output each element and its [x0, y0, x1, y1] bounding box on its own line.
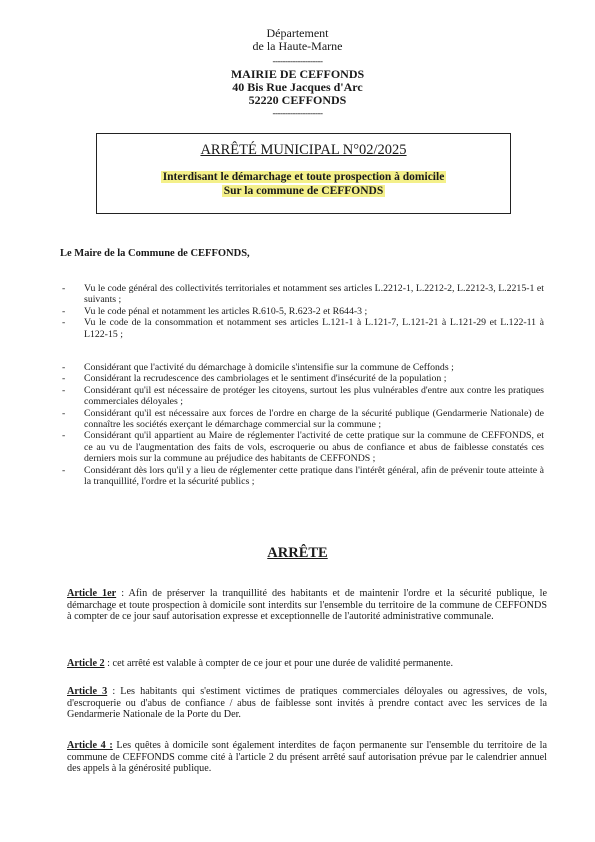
article-2-text: : cet arrêté est valable à compter de ce jour et pour une durée de validité permanente.	[104, 658, 454, 669]
subtitle-line-2-text: Sur la commune de CEFFONDS	[223, 185, 384, 197]
article-2-label: Article 2	[67, 658, 105, 669]
considerant-item-text: Considérant la recrudescence des cambriolages et le sentiment d'insécurité de la population ;	[84, 373, 447, 385]
article-1-text: : Afin de préserver la tranquillité des habitants et de maintenir l'ordre et la sécurité publique, le démarchage et toute prospection à domicile sont interdits sur l'ensemble du territoire de la commune de CEFFONDS à compter de ce jour sauf autorisation expresse et exceptionnelle de l'autorité administrative communale.	[67, 588, 547, 623]
considerant-item	[62, 430, 544, 464]
arrete-heading: ARRÊTE	[267, 545, 328, 561]
bullet-dash: -	[62, 384, 66, 396]
article-4-label: Article 4 :	[67, 740, 113, 751]
considerant-item-text: Considérant qu'il est nécessaire de protéger les citoyens, surtout les plus vulnérables d'entre aux contre les pratiques commerciales déloyales ;	[84, 384, 544, 408]
subtitle-line-2	[97, 185, 510, 198]
vu-list	[62, 283, 544, 340]
title-box	[96, 133, 511, 214]
considerant-item	[62, 362, 544, 373]
considerant-item-text: Considérant dès lors qu'il y a lieu de réglementer cette pratique dans l'intérêt général, afin de prévenir toute atteinte à la tranquillité, l'ordre et la sécurité publics ;	[84, 464, 544, 488]
bullet-dash: -	[62, 283, 66, 294]
department-line2: de la Haute-Marne	[252, 39, 343, 53]
vu-item	[62, 306, 544, 317]
vu-item-text: Vu le code de la consommation et notamment ses articles L.121-1 à L.121-7, L.121-21 à L.121-29 et L.122-11 à L122-15 ;	[84, 317, 544, 340]
vu-item	[62, 283, 544, 306]
bullet-dash: -	[62, 407, 66, 419]
considerant-item	[62, 385, 544, 408]
article-3-label: Article 3	[67, 686, 108, 697]
article-2	[67, 658, 547, 670]
considerant-list	[62, 362, 544, 487]
bullet-dash: -	[62, 317, 66, 329]
bullet-dash: -	[62, 430, 66, 442]
bullet-dash: -	[62, 305, 66, 317]
department-line1: Département	[266, 26, 329, 40]
considerant-item	[62, 408, 544, 431]
subtitle-line-1-text: Interdisant le démarchage et toute prospection à domicile	[162, 171, 445, 183]
vu-item-text: Vu le code pénal et notamment les articles R.610-5, R.623-2 et R644-3 ;	[84, 305, 368, 317]
mairie-postcode-city: 52220 CEFFONDS	[248, 93, 347, 107]
article-3-text: : Les habitants qui s'estiment victimes de pratiques commerciales déloyales ou agressives, de vols, d'escroquerie ou d'abus de confiance / abus de faiblesse sont invités à prendre contact avec les services de la Gendarmerie Nationale de la Porte du Der.	[67, 686, 547, 721]
bullet-dash: -	[62, 464, 66, 476]
subtitle-line-1	[97, 171, 510, 184]
considerant-item-text: Considérant qu'il appartient au Maire de réglementer l'activité de cette pratique sur la commune de CEFFONDS, et ce au vu de l'augmentation des faits de vols, escroquerie ou abus de confiance et abus de faiblesse constatés ces derniers mois sur la commune au préjudice des habitants de CEFFONDS ;	[84, 430, 544, 465]
article-3	[67, 686, 547, 721]
intro-line: Le Maire de la Commune de CEFFONDS,	[60, 248, 250, 259]
mairie-address: 40 Bis Rue Jacques d'Arc	[232, 80, 363, 94]
article-4	[67, 740, 547, 775]
vu-item-text: Vu le code général des collectivités territoriales et notamment ses articles L.2212-1, L.2212-2, L.2212-3, L.2215-1 et suivants ;	[84, 283, 544, 306]
arrete-title	[97, 142, 510, 159]
considerant-item	[62, 373, 544, 384]
considerant-item-text: Considérant que l'activité du démarchage à domicile s'intensifie sur la commune de Ceffonds ;	[84, 362, 454, 373]
article-1-label: Article 1er	[67, 588, 117, 599]
considerant-item	[62, 465, 544, 488]
header-separator-2: --------------------	[272, 108, 323, 118]
mairie-name: MAIRIE DE CEFFONDS	[230, 67, 365, 81]
considerant-item-text: Considérant qu'il est nécessaire aux forces de l'ordre en charge de la sécurité publique (Gendarmerie Nationale) de connaître les sociétés exerçant le démarchage commercial sur la commune ;	[84, 407, 544, 431]
bullet-dash: -	[62, 373, 66, 385]
arrete-title-text: ARRÊTÉ MUNICIPAL N°02/2025	[200, 142, 407, 158]
article-1	[67, 588, 547, 623]
bullet-dash: -	[62, 362, 66, 373]
article-4-text: Les quêtes à domicile sont également interdites de façon permanente sur l'ensemble du territoire de la commune de CEFFONDS comme cité à l'article 2 du présent arrêté sauf autorisation prévue par le calendrier annuel des appels à la générosité publique.	[67, 740, 547, 775]
header-separator-1: --------------------	[272, 56, 323, 66]
vu-item	[62, 317, 544, 340]
